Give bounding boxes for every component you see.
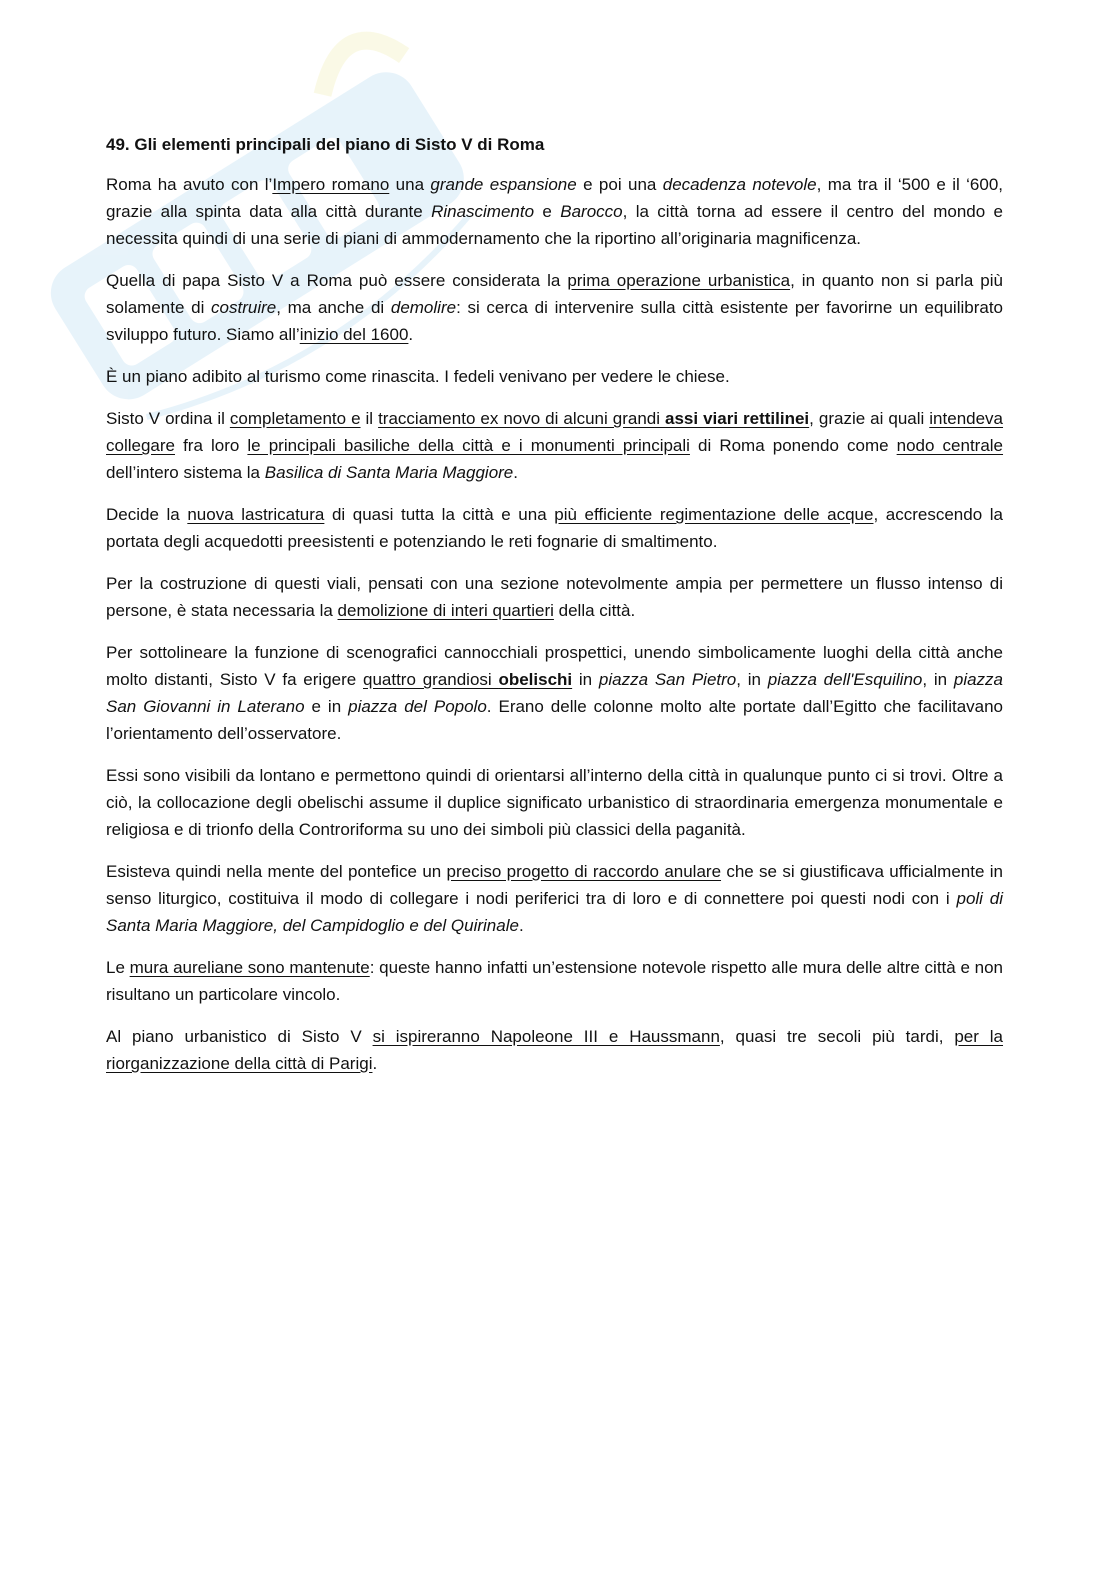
underlined-text: nodo centrale xyxy=(896,436,1004,455)
text-run: dell’intero sistema la xyxy=(106,463,265,482)
text-run: Esisteva quindi nella mente del pontefice un xyxy=(106,862,447,881)
text-run: . xyxy=(408,325,414,344)
text-run: . Erano delle colonne molto alte portate dall’Egitto che facilitavano l’orientamento dell’osservatore. xyxy=(106,697,1004,743)
text-run: che se si giustificava ufficialmente in senso liturgico, costituiva il modo di collegare i nodi periferici tra di loro e di connettere poi questi nodi con i xyxy=(106,862,1003,908)
text-run: di Roma ponendo come xyxy=(689,436,897,455)
text-run: Quella di papa Sisto V a Roma può essere considerata la xyxy=(106,271,568,290)
text-run: il xyxy=(360,409,379,428)
underlined-text xyxy=(363,670,572,689)
underlined-text: inizio del 1600 xyxy=(299,325,409,344)
text-run: . xyxy=(518,916,524,935)
text-run: Decide la xyxy=(106,505,188,524)
underlined-text: mura aureliane sono mantenute xyxy=(129,958,370,977)
text-run: e in xyxy=(304,697,349,716)
paragraph-11 xyxy=(106,1023,1003,1077)
underlined-text: più efficiente regimentazione delle acque xyxy=(554,505,874,524)
underlined-text xyxy=(378,409,809,428)
text-run: tracciamento ex novo di alcuni grandi xyxy=(378,409,666,428)
text-run: Le xyxy=(106,958,130,977)
text-run: Roma ha avuto con l’ xyxy=(106,175,273,194)
text-run: , quasi tre secoli più tardi, xyxy=(719,1027,955,1046)
italic-text: costruire xyxy=(211,298,277,317)
text-run: . xyxy=(513,463,518,482)
document-body xyxy=(106,131,1003,1092)
text-run: Per sottolineare la funzione di scenografici cannocchiali prospettici, unendo simbolicamente luoghi della città anche molto distanti, Sisto V fa erigere xyxy=(106,643,1003,689)
text-run: , in quanto non si parla più solamente di xyxy=(106,271,1003,317)
bold-text: obelischi xyxy=(498,670,573,689)
text-run: Per la costruzione di questi viali, pensati con una sezione notevolmente ampia per permettere un flusso intenso di persone, è stata necessaria la xyxy=(106,574,1003,620)
italic-text: grande espansione xyxy=(430,175,577,194)
section-title: 49. Gli elementi principali del piano di Sisto V di Roma xyxy=(106,135,545,154)
paragraph-10 xyxy=(106,954,1003,1008)
text-run: Sisto V ordina il xyxy=(106,409,230,428)
underlined-text: le principali basiliche della città e i monumenti principali xyxy=(247,436,690,455)
text-run: fra loro xyxy=(175,436,248,455)
paragraph-8: Essi sono visibili da lontano e permettono quindi di orientarsi all’interno della città in qualunque punto ci si trovi. Oltre a ciò, la collocazione degli obelischi assume il duplice significato urbanistico di straordinaria emergenza monumentale e religiosa e di trionfo della Controriforma su uno dei simboli più classici della paganità. xyxy=(106,766,1003,839)
italic-text: Rinascimento xyxy=(431,202,535,221)
underlined-text: intendeva collegare xyxy=(106,409,1004,455)
text-run: , grazie ai quali xyxy=(809,409,930,428)
italic-text: piazza San Pietro xyxy=(598,670,737,689)
text-run: Al piano urbanistico di Sisto V xyxy=(106,1027,373,1046)
underlined-text: preciso progetto di raccordo anulare xyxy=(446,862,722,881)
italic-text: decadenza notevole xyxy=(662,175,817,194)
italic-text: piazza San Giovanni in Laterano xyxy=(106,670,1004,716)
underlined-text: prima operazione urbanistica xyxy=(567,271,791,290)
underlined-text: nuova lastricatura xyxy=(187,505,325,524)
text-run: quattro grandiosi xyxy=(363,670,499,689)
underlined-text: demolizione di interi quartieri xyxy=(337,601,554,620)
text-run: : si cerca di intervenire sulla città esistente per favorirne un equilibrato sviluppo futuro. Siamo all’ xyxy=(106,298,1004,344)
text-run: e poi una xyxy=(576,175,663,194)
italic-text: Basilica di Santa Maria Maggiore xyxy=(264,463,514,482)
italic-text: piazza del Popolo xyxy=(348,697,487,716)
text-run: una xyxy=(389,175,431,194)
paragraph-3: È un piano adibito al turismo come rinascita. I fedeli venivano per vedere le chiese. xyxy=(106,367,730,386)
text-run: , in xyxy=(736,670,768,689)
text-run: , ma tra il ‘500 e il ‘600, grazie alla spinta data alla città durante xyxy=(106,175,1004,221)
paragraph-1 xyxy=(106,171,1003,252)
paragraph-4 xyxy=(106,405,1003,486)
italic-text: piazza dell'Esquilino xyxy=(767,670,923,689)
paragraph-2 xyxy=(106,267,1003,348)
underlined-text: per la riorganizzazione della città di Parigi xyxy=(106,1027,1004,1073)
text-run: in xyxy=(572,670,599,689)
bold-text: assi viari rettilinei xyxy=(665,409,810,428)
paragraph-9 xyxy=(106,858,1003,939)
italic-text: poli di Santa Maria Maggiore, del Campidoglio e del Quirinale xyxy=(106,889,1003,935)
text-run: e xyxy=(534,202,561,221)
underlined-text: Impero romano xyxy=(272,175,390,194)
underlined-text: completamento e xyxy=(229,409,361,428)
paragraph-5 xyxy=(106,501,1003,555)
text-run: , in xyxy=(922,670,954,689)
text-run: , ma anche di xyxy=(276,298,391,317)
text-run: , la città torna ad essere il centro del mondo e necessita quindi di una serie di piani di ammodernamento che la riportino all’originaria magnificenza. xyxy=(106,202,1003,248)
text-run: della città. xyxy=(553,601,636,620)
paragraph-7 xyxy=(106,639,1003,747)
text-run: . xyxy=(372,1054,378,1073)
text-run: di quasi tutta la città e una xyxy=(324,505,555,524)
italic-text: Barocco xyxy=(560,202,623,221)
text-run: , accrescendo la portata degli acquedotti preesistenti e potenziando le reti fognarie di smaltimento. xyxy=(106,505,1003,551)
italic-text: demolire xyxy=(390,298,457,317)
text-run: : queste hanno infatti un’estensione notevole rispetto alle mura delle altre città e non risultano un particolare vincolo. xyxy=(106,958,1003,1004)
underlined-text: si ispireranno Napoleone III e Haussmann xyxy=(372,1027,720,1046)
paragraph-6 xyxy=(106,570,1003,624)
